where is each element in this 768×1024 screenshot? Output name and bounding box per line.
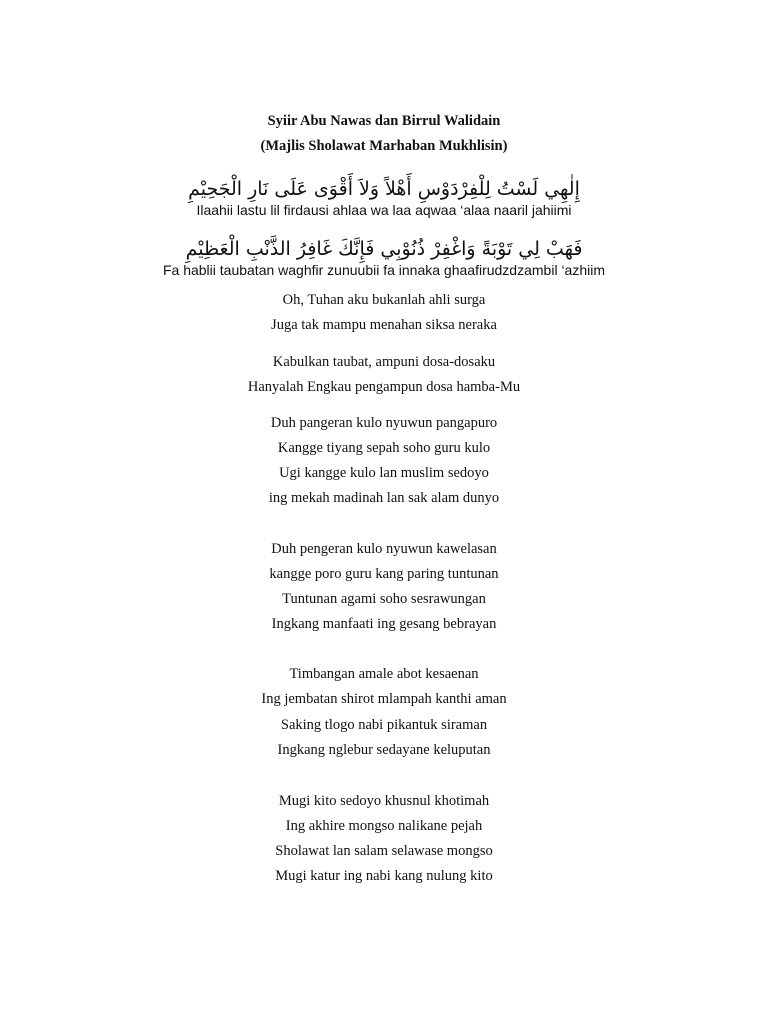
verse-line: Ing jembatan shirot mlampah kanthi aman bbox=[261, 691, 507, 707]
verse-line: ing mekah madinah lan sak alam dunyo bbox=[268, 490, 500, 506]
verse-line: Juga tak mampu menahan siksa neraka bbox=[271, 317, 497, 333]
verse-line: Mugi katur ing nabi kang nulung kito bbox=[275, 868, 493, 884]
verse-line: Kangge tiyang sepah soho guru kulo bbox=[277, 440, 491, 456]
arabic-verse-1: إِلٰهِي لَسْتُ لِلْفِرْدَوْسِ أَهْلاً وَلاَ أَقْوَى عَلَى نَارِ الْجَحِيْمِ bbox=[188, 178, 580, 200]
verse-line: Ingkang manfaati ing gesang bebrayan bbox=[271, 616, 497, 632]
verse-line: Ugi kangge kulo lan muslim sedoyo bbox=[279, 465, 489, 481]
verse-line: Hanyalah Engkau pengampun dosa hamba-Mu bbox=[247, 379, 521, 395]
document-title: Syiir Abu Nawas dan Birrul Walidain bbox=[267, 113, 501, 129]
verse-line: Sholawat lan salam selawase mongso bbox=[275, 843, 493, 859]
transliteration-verse-2: Fa hablii taubatan waghfir zunuubii fa innaka ghaafirudzdzambil ‘azhiim bbox=[162, 262, 606, 278]
verse-line: Saking tlogo nabi pikantuk siraman bbox=[280, 717, 488, 733]
verse-line: Kabulkan taubat, ampuni dosa-dosaku bbox=[272, 354, 496, 370]
verse-line: Mugi kito sedoyo khusnul khotimah bbox=[278, 793, 490, 809]
verse-line: Oh, Tuhan aku bukanlah ahli surga bbox=[282, 292, 486, 308]
verse-line: Timbangan amale abot kesaenan bbox=[289, 666, 479, 682]
verse-line: Ingkang nglebur sedayane keluputan bbox=[277, 742, 491, 758]
arabic-verse-2: فَهَبْ لِي تَوْبَةً وَاغْفِرْ ذُنُوْبِي فَإِنَّكَ غَافِرُ الذَّنْبِ الْعَظِيْمِ bbox=[185, 238, 583, 260]
verse-line: Duh pengeran kulo nyuwun kawelasan bbox=[271, 541, 497, 557]
verse-line: Tuntunan agami soho sesrawungan bbox=[282, 591, 486, 607]
transliteration-verse-1: Ilaahii lastu lil firdausi ahlaa wa laa aqwaa ‘alaa naaril jahiimi bbox=[196, 202, 572, 218]
verse-line: Duh pangeran kulo nyuwun pangapuro bbox=[270, 415, 498, 431]
verse-line: kangge poro guru kang paring tuntunan bbox=[269, 566, 499, 582]
document-subtitle: (Majlis Sholawat Marhaban Mukhlisin) bbox=[260, 138, 508, 154]
verse-line: Ing akhire mongso nalikane pejah bbox=[285, 818, 483, 834]
